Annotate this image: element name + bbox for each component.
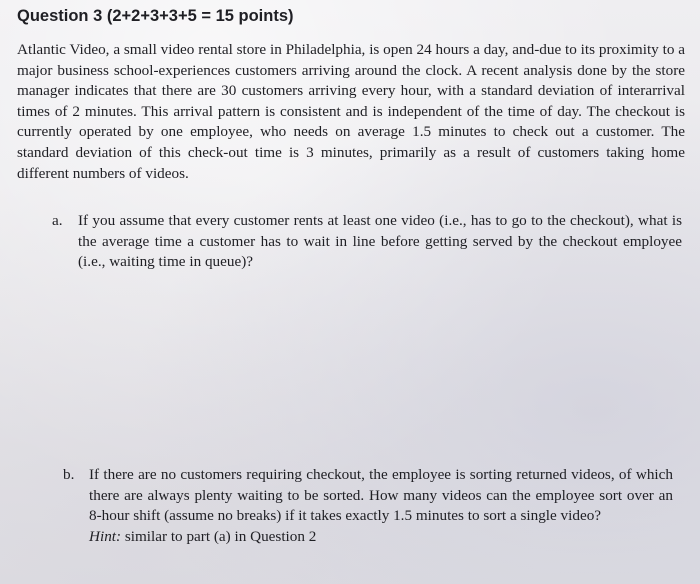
- part-b-text: If there are no customers requiring checkout, the employee is sorting returned videos, of which there are always plenty waiting to be sorted. How many videos can the employee sort over an 8-hour shift (assume no breaks) if it takes exactly 1.5 minutes to sort a single video?: [89, 466, 673, 525]
- part-a: [52, 211, 682, 273]
- part-b-hint: [89, 527, 673, 548]
- part-a-text: If you assume that every customer rents at least one video (i.e., has to go to the checkout), what is the average time a customer has to wait in line before getting served by the checkout employee (i.e., waiting time in queue)?: [78, 212, 682, 271]
- question-intro-paragraph: Atlantic Video, a small video rental store in Philadelphia, is open 24 hours a day, and-due to its proximity to a major business school-experiences customers arriving around the clock. A recent analysis done by the store manager indicates that there are 30 customers arriving every hour, with a standard deviation of interarrival times of 2 minutes. This arrival pattern is consistent and is independent of the time of day. The checkout is currently operated by one employee, who needs on average 1.5 minutes to check out a customer. The standard deviation of this check-out time is 3 minutes, primarily as a result of customers taking home different numbers of videos.: [17, 41, 685, 182]
- hint-label: Hint:: [89, 527, 122, 545]
- part-b-letter: b.: [63, 466, 75, 483]
- hint-text: similar to part (a) in Question 2: [121, 527, 317, 545]
- part-a-letter: a.: [52, 212, 63, 229]
- part-b: [63, 465, 673, 547]
- question-title: Question 3 (2+2+3+3+5 = 15 points): [17, 7, 294, 25]
